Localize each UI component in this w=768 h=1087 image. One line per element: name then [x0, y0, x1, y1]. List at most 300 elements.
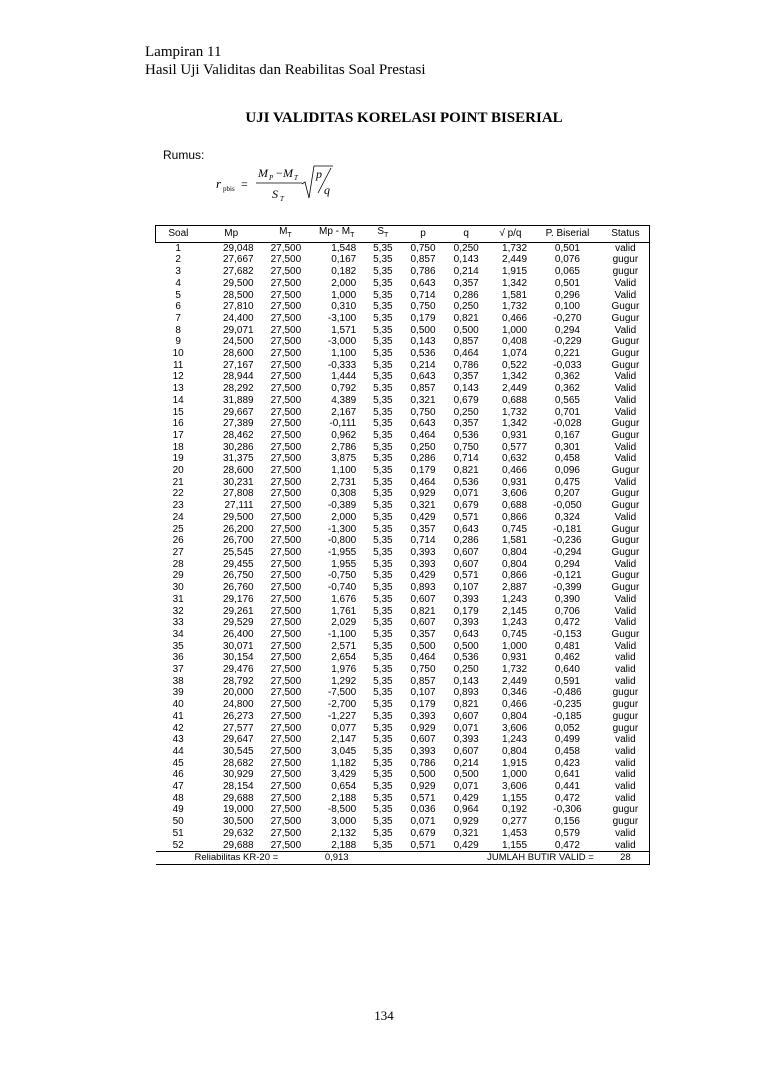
col-soal: Soal [156, 226, 201, 243]
cell-p: 0,357 [410, 628, 436, 640]
cell-mt: 27,500 [270, 710, 302, 722]
cell-status: valid [602, 840, 650, 852]
table-row [156, 535, 650, 547]
cell-st: 5,35 [373, 757, 393, 769]
cell-mp-mt: 1,548 [331, 242, 357, 254]
col-status: Status [602, 226, 650, 243]
table-row [156, 816, 650, 828]
cell-mt: 27,500 [270, 523, 302, 535]
cell-soal: 29 [172, 570, 184, 582]
cell-st: 5,35 [373, 827, 393, 839]
table-body [156, 242, 650, 852]
formula-equals: = [241, 177, 248, 191]
cell-st: 5,35 [373, 371, 393, 383]
cell-sqrt-pq: 0,466 [502, 312, 528, 324]
cell-status: Gugur [602, 430, 650, 442]
cell-q: 0,214 [453, 757, 479, 769]
cell-q: 0,286 [453, 289, 479, 301]
cell-mp: 28,600 [223, 465, 254, 477]
cell-q: 0,321 [453, 827, 479, 839]
cell-mp-mt: -1,227 [327, 710, 357, 722]
cell-mp: 29,688 [223, 792, 254, 804]
table-row [156, 336, 650, 348]
cell-st: 5,35 [373, 605, 393, 617]
cell-p-biserial: 0,301 [554, 441, 580, 453]
table-row [156, 793, 650, 805]
cell-mt: 27,500 [270, 511, 302, 523]
cell-mp-mt: 1,000 [331, 289, 357, 301]
cell-q: 0,679 [453, 500, 479, 512]
cell-p-biserial: 0,294 [554, 324, 580, 336]
cell-mt: 27,500 [270, 593, 302, 605]
cell-mt: 27,500 [270, 792, 302, 804]
reliability-value: 0,913 [309, 852, 364, 865]
cell-sqrt-pq: 1,915 [502, 266, 528, 278]
cell-mt: 27,500 [270, 781, 302, 793]
cell-p-biserial: 0,324 [554, 511, 580, 523]
cell-mt: 27,500 [270, 359, 302, 371]
cell-soal: 32 [172, 605, 184, 617]
cell-p-biserial: -0,236 [553, 535, 582, 547]
cell-status: Valid [602, 278, 650, 290]
cell-q: 0,464 [453, 348, 479, 360]
table-row [156, 383, 650, 395]
formula-sqrt-q: q [324, 183, 330, 197]
cell-mp: 28,292 [223, 383, 254, 395]
cell-p: 0,857 [410, 675, 436, 687]
cell-p-biserial: -0,033 [553, 359, 582, 371]
cell-p: 0,929 [410, 488, 436, 500]
cell-soal: 28 [172, 558, 184, 570]
cell-sqrt-pq: 3,606 [502, 488, 528, 500]
cell-mp-mt: 2,147 [331, 734, 357, 746]
cell-status: Valid [602, 395, 650, 407]
cell-q: 0,714 [453, 453, 479, 465]
cell-mp: 20,000 [223, 687, 254, 699]
cell-st: 5,35 [373, 593, 393, 605]
point-biserial-formula [210, 160, 370, 210]
cell-mt: 27,500 [270, 371, 302, 383]
cell-status: gugur [602, 804, 650, 816]
cell-st: 5,35 [373, 628, 393, 640]
cell-mp: 28,462 [223, 429, 254, 441]
cell-st: 5,35 [373, 781, 393, 793]
cell-st: 5,35 [373, 429, 393, 441]
cell-q: 0,964 [453, 804, 479, 816]
cell-sqrt-pq: 1,074 [502, 348, 528, 360]
table-row [156, 699, 650, 711]
table-row [156, 395, 650, 407]
cell-sqrt-pq: 1,732 [502, 242, 528, 254]
cell-soal: 37 [172, 664, 184, 676]
cell-st: 5,35 [373, 523, 393, 535]
cell-status: Gugur [602, 348, 650, 360]
cell-status: gugur [602, 816, 650, 828]
cell-st: 5,35 [373, 675, 393, 687]
cell-p-biserial: 0,475 [554, 476, 580, 488]
cell-p: 0,179 [410, 699, 436, 711]
cell-p-biserial: 0,390 [554, 593, 580, 605]
cell-sqrt-pq: 1,581 [502, 289, 528, 301]
cell-p-biserial: 0,221 [554, 348, 580, 360]
cell-p: 0,393 [410, 710, 436, 722]
cell-mp-mt: 0,792 [331, 383, 357, 395]
cell-mp: 29,455 [223, 558, 254, 570]
cell-p-biserial: -0,270 [553, 312, 582, 324]
cell-soal: 39 [172, 687, 184, 699]
cell-mp: 29,261 [223, 605, 254, 617]
cell-q: 0,821 [453, 312, 479, 324]
cell-mt: 27,500 [270, 745, 302, 757]
cell-mp: 28,944 [223, 371, 254, 383]
cell-status: Gugur [602, 582, 650, 594]
cell-p: 0,214 [410, 359, 436, 371]
cell-mp-mt: 3,875 [331, 453, 357, 465]
cell-status: valid [602, 652, 650, 664]
cell-soal: 47 [172, 781, 184, 793]
cell-p: 0,250 [410, 441, 436, 453]
cell-p: 0,643 [410, 418, 436, 430]
cell-st: 5,35 [373, 254, 393, 266]
cell-sqrt-pq: 0,866 [502, 511, 528, 523]
cell-mp-mt: 0,308 [331, 488, 357, 500]
cell-mp-mt: 2,029 [331, 617, 357, 629]
cell-soal: 3 [175, 266, 181, 278]
cell-p-biserial: 0,076 [554, 254, 580, 266]
cell-sqrt-pq: 1,155 [502, 839, 528, 851]
cell-mp-mt: 1,182 [331, 757, 357, 769]
cell-soal: 33 [172, 617, 184, 629]
cell-sqrt-pq: 0,346 [502, 687, 528, 699]
col-p-biserial: P. Biserial [533, 226, 602, 243]
cell-mp: 30,286 [223, 441, 254, 453]
cell-mt: 27,500 [270, 429, 302, 441]
cell-mt: 27,500 [270, 605, 302, 617]
cell-mp-mt: 2,188 [331, 792, 357, 804]
cell-mt: 27,500 [270, 699, 302, 711]
cell-status: Gugur [602, 313, 650, 325]
cell-q: 0,607 [453, 710, 479, 722]
cell-sqrt-pq: 0,632 [502, 453, 528, 465]
cell-q: 0,393 [453, 734, 479, 746]
cell-sqrt-pq: 1,732 [502, 406, 528, 418]
cell-soal: 1 [175, 242, 181, 254]
cell-sqrt-pq: 0,192 [502, 804, 528, 816]
cell-mt: 27,500 [270, 254, 302, 266]
cell-p-biserial: 0,579 [554, 827, 580, 839]
table-row [156, 629, 650, 641]
cell-st: 5,35 [373, 734, 393, 746]
cell-mp-mt: 2,000 [331, 511, 357, 523]
cell-p: 0,571 [410, 839, 436, 851]
cell-p-biserial: 0,640 [554, 664, 580, 676]
cell-mp: 30,500 [223, 816, 254, 828]
table-row [156, 676, 650, 688]
cell-mp-mt: -1,955 [327, 546, 357, 558]
cell-mp: 27,577 [223, 722, 254, 734]
cell-p: 0,179 [410, 312, 436, 324]
cell-p: 0,607 [410, 593, 436, 605]
cell-mt: 27,500 [270, 465, 302, 477]
cell-status: Gugur [602, 547, 650, 559]
table-row [156, 840, 650, 852]
cell-mp: 27,810 [223, 301, 254, 313]
table-row [156, 734, 650, 746]
cell-sqrt-pq: 1,000 [502, 640, 528, 652]
cell-q: 0,500 [453, 769, 479, 781]
cell-mp: 26,760 [223, 582, 254, 594]
cell-soal: 25 [172, 523, 184, 535]
cell-sqrt-pq: 1,243 [502, 593, 528, 605]
table-row [156, 547, 650, 559]
table-row [156, 828, 650, 840]
cell-p: 0,071 [410, 816, 436, 828]
cell-mt: 27,500 [270, 617, 302, 629]
cell-mt: 27,500 [270, 312, 302, 324]
cell-sqrt-pq: 0,931 [502, 429, 528, 441]
cell-st: 5,35 [373, 418, 393, 430]
cell-status: Gugur [602, 535, 650, 547]
cell-mt: 27,500 [270, 488, 302, 500]
cell-mp: 30,154 [223, 652, 254, 664]
formula-st-sub: T [280, 195, 284, 203]
cell-q: 0,571 [453, 570, 479, 582]
cell-st: 5,35 [373, 617, 393, 629]
cell-soal: 2 [175, 254, 181, 266]
table-row [156, 242, 650, 254]
cell-q: 0,143 [453, 254, 479, 266]
cell-status: valid [602, 758, 650, 770]
cell-q: 0,071 [453, 781, 479, 793]
cell-mt: 27,500 [270, 406, 302, 418]
cell-q: 0,071 [453, 488, 479, 500]
cell-p-biserial: -0,028 [553, 418, 582, 430]
cell-status: Gugur [602, 360, 650, 372]
cell-p: 0,536 [410, 348, 436, 360]
cell-st: 5,35 [373, 383, 393, 395]
cell-q: 0,607 [453, 745, 479, 757]
col-q: q [445, 226, 488, 243]
cell-p-biserial: 0,458 [554, 745, 580, 757]
table-row [156, 570, 650, 582]
cell-st: 5,35 [373, 441, 393, 453]
cell-mp: 31,889 [223, 394, 254, 406]
cell-mt: 27,500 [270, 348, 302, 360]
cell-p-biserial: 0,441 [554, 781, 580, 793]
table-row [156, 290, 650, 302]
cell-sqrt-pq: 2,887 [502, 582, 528, 594]
cell-sqrt-pq: 0,466 [502, 465, 528, 477]
table-row [156, 559, 650, 571]
cell-q: 0,357 [453, 418, 479, 430]
cell-mp: 29,500 [223, 277, 254, 289]
cell-p: 0,750 [410, 242, 436, 254]
cell-p: 0,929 [410, 722, 436, 734]
cell-mp: 28,600 [223, 348, 254, 360]
cell-mp-mt: 0,182 [331, 266, 357, 278]
cell-soal: 16 [172, 418, 184, 430]
cell-p: 0,571 [410, 792, 436, 804]
table-row [156, 781, 650, 793]
table-row [156, 606, 650, 618]
cell-sqrt-pq: 2,145 [502, 605, 528, 617]
cell-status: Gugur [602, 524, 650, 536]
cell-mp: 19,000 [223, 804, 254, 816]
cell-q: 0,250 [453, 301, 479, 313]
cell-soal: 18 [172, 441, 184, 453]
cell-status: Valid [602, 512, 650, 524]
table-footer-row [156, 852, 650, 865]
cell-mp: 27,389 [223, 418, 254, 430]
cell-p-biserial: 0,472 [554, 617, 580, 629]
cell-mp: 27,667 [223, 254, 254, 266]
cell-p-biserial: -0,306 [553, 804, 582, 816]
page-title: UJI VALIDITAS KORELASI POINT BISERIAL [245, 110, 563, 126]
table-row [156, 617, 650, 629]
cell-mp-mt: 2,188 [331, 839, 357, 851]
cell-mp-mt: 2,654 [331, 652, 357, 664]
cell-mp: 30,545 [223, 745, 254, 757]
table-row [156, 652, 650, 664]
cell-soal: 14 [172, 394, 184, 406]
cell-q: 0,893 [453, 687, 479, 699]
cell-q: 0,607 [453, 546, 479, 558]
cell-soal: 31 [172, 593, 184, 605]
formula-mp-sub: P [269, 174, 274, 182]
cell-q: 0,286 [453, 535, 479, 547]
cell-sqrt-pq: 1,453 [502, 827, 528, 839]
cell-status: valid [602, 793, 650, 805]
cell-mp: 28,682 [223, 757, 254, 769]
table-row [156, 723, 650, 735]
cell-mp-mt: -7,500 [327, 687, 357, 699]
cell-status: Gugur [602, 336, 650, 348]
cell-p-biserial: 0,458 [554, 453, 580, 465]
cell-status: Valid [602, 290, 650, 302]
cell-p-biserial: 0,065 [554, 266, 580, 278]
reliability-label: Reliabilitas KR-20 = [156, 852, 310, 865]
cell-status: Gugur [602, 488, 650, 500]
cell-q: 0,250 [453, 664, 479, 676]
cell-p-biserial: -0,050 [553, 500, 582, 512]
cell-mt: 27,500 [270, 301, 302, 313]
cell-mp: 27,167 [223, 359, 254, 371]
cell-p-biserial: -0,181 [553, 523, 582, 535]
cell-q: 0,643 [453, 628, 479, 640]
cell-soal: 30 [172, 582, 184, 594]
cell-mt: 27,500 [270, 734, 302, 746]
table-row [156, 254, 650, 266]
cell-mp: 30,071 [223, 640, 254, 652]
cell-st: 5,35 [373, 640, 393, 652]
cell-mt: 27,500 [270, 757, 302, 769]
cell-p: 0,429 [410, 511, 436, 523]
cell-soal: 36 [172, 652, 184, 664]
cell-st: 5,35 [373, 277, 393, 289]
cell-sqrt-pq: 0,522 [502, 359, 528, 371]
cell-soal: 45 [172, 757, 184, 769]
cell-p-biserial: 0,501 [554, 277, 580, 289]
cell-soal: 15 [172, 406, 184, 418]
cell-sqrt-pq: 2,449 [502, 254, 528, 266]
table-row [156, 804, 650, 816]
cell-mp-mt: 1,976 [331, 664, 357, 676]
cell-soal: 8 [175, 324, 181, 336]
cell-soal: 12 [172, 371, 184, 383]
cell-status: Valid [602, 617, 650, 629]
cell-mp: 28,500 [223, 289, 254, 301]
cell-mp-mt: 1,100 [331, 348, 357, 360]
cell-q: 0,750 [453, 441, 479, 453]
table-row [156, 641, 650, 653]
cell-status: Valid [602, 442, 650, 454]
cell-q: 0,143 [453, 675, 479, 687]
cell-mp-mt: 1,676 [331, 593, 357, 605]
cell-mp-mt: -0,750 [327, 570, 357, 582]
cell-status: gugur [602, 687, 650, 699]
cell-q: 0,536 [453, 476, 479, 488]
cell-p: 0,786 [410, 266, 436, 278]
cell-soal: 20 [172, 465, 184, 477]
table-row [156, 524, 650, 536]
cell-st: 5,35 [373, 535, 393, 547]
cell-q: 0,393 [453, 617, 479, 629]
cell-mt: 27,500 [270, 277, 302, 289]
cell-mp-mt: 1,761 [331, 605, 357, 617]
cell-st: 5,35 [373, 792, 393, 804]
cell-sqrt-pq: 2,449 [502, 383, 528, 395]
cell-p-biserial: -0,486 [553, 687, 582, 699]
valid-count-value: 28 [602, 852, 650, 865]
cell-q: 0,857 [453, 336, 479, 348]
cell-soal: 9 [175, 336, 181, 348]
cell-soal: 51 [172, 827, 184, 839]
cell-soal: 52 [172, 839, 184, 851]
cell-mp: 29,667 [223, 406, 254, 418]
cell-sqrt-pq: 1,342 [502, 277, 528, 289]
cell-sqrt-pq: 1,000 [502, 324, 528, 336]
cell-mp: 24,400 [223, 312, 254, 324]
cell-st: 5,35 [373, 406, 393, 418]
cell-mp: 28,154 [223, 781, 254, 793]
cell-mt: 27,500 [270, 769, 302, 781]
cell-p: 0,393 [410, 546, 436, 558]
cell-st: 5,35 [373, 558, 393, 570]
cell-mp-mt: -3,000 [327, 336, 357, 348]
cell-q: 0,643 [453, 523, 479, 535]
cell-soal: 35 [172, 640, 184, 652]
cell-mp-mt: 3,045 [331, 745, 357, 757]
cell-mp-mt: -0,740 [327, 582, 357, 594]
cell-p-biserial: 0,481 [554, 640, 580, 652]
cell-p-biserial: -0,294 [553, 546, 582, 558]
cell-mp-mt: -0,111 [329, 418, 357, 430]
cell-p-biserial: 0,701 [554, 406, 580, 418]
cell-mp: 26,750 [223, 570, 254, 582]
cell-soal: 22 [172, 488, 184, 500]
cell-p-biserial: 0,499 [554, 734, 580, 746]
cell-mt: 27,500 [270, 722, 302, 734]
cell-status: Valid [602, 325, 650, 337]
cell-p: 0,643 [410, 371, 436, 383]
cell-soal: 43 [172, 734, 184, 746]
cell-sqrt-pq: 0,688 [502, 500, 528, 512]
cell-mt: 27,500 [270, 816, 302, 828]
cell-status: Gugur [602, 301, 650, 313]
cell-mt: 27,500 [270, 289, 302, 301]
table-row [156, 711, 650, 723]
cell-p: 0,179 [410, 465, 436, 477]
